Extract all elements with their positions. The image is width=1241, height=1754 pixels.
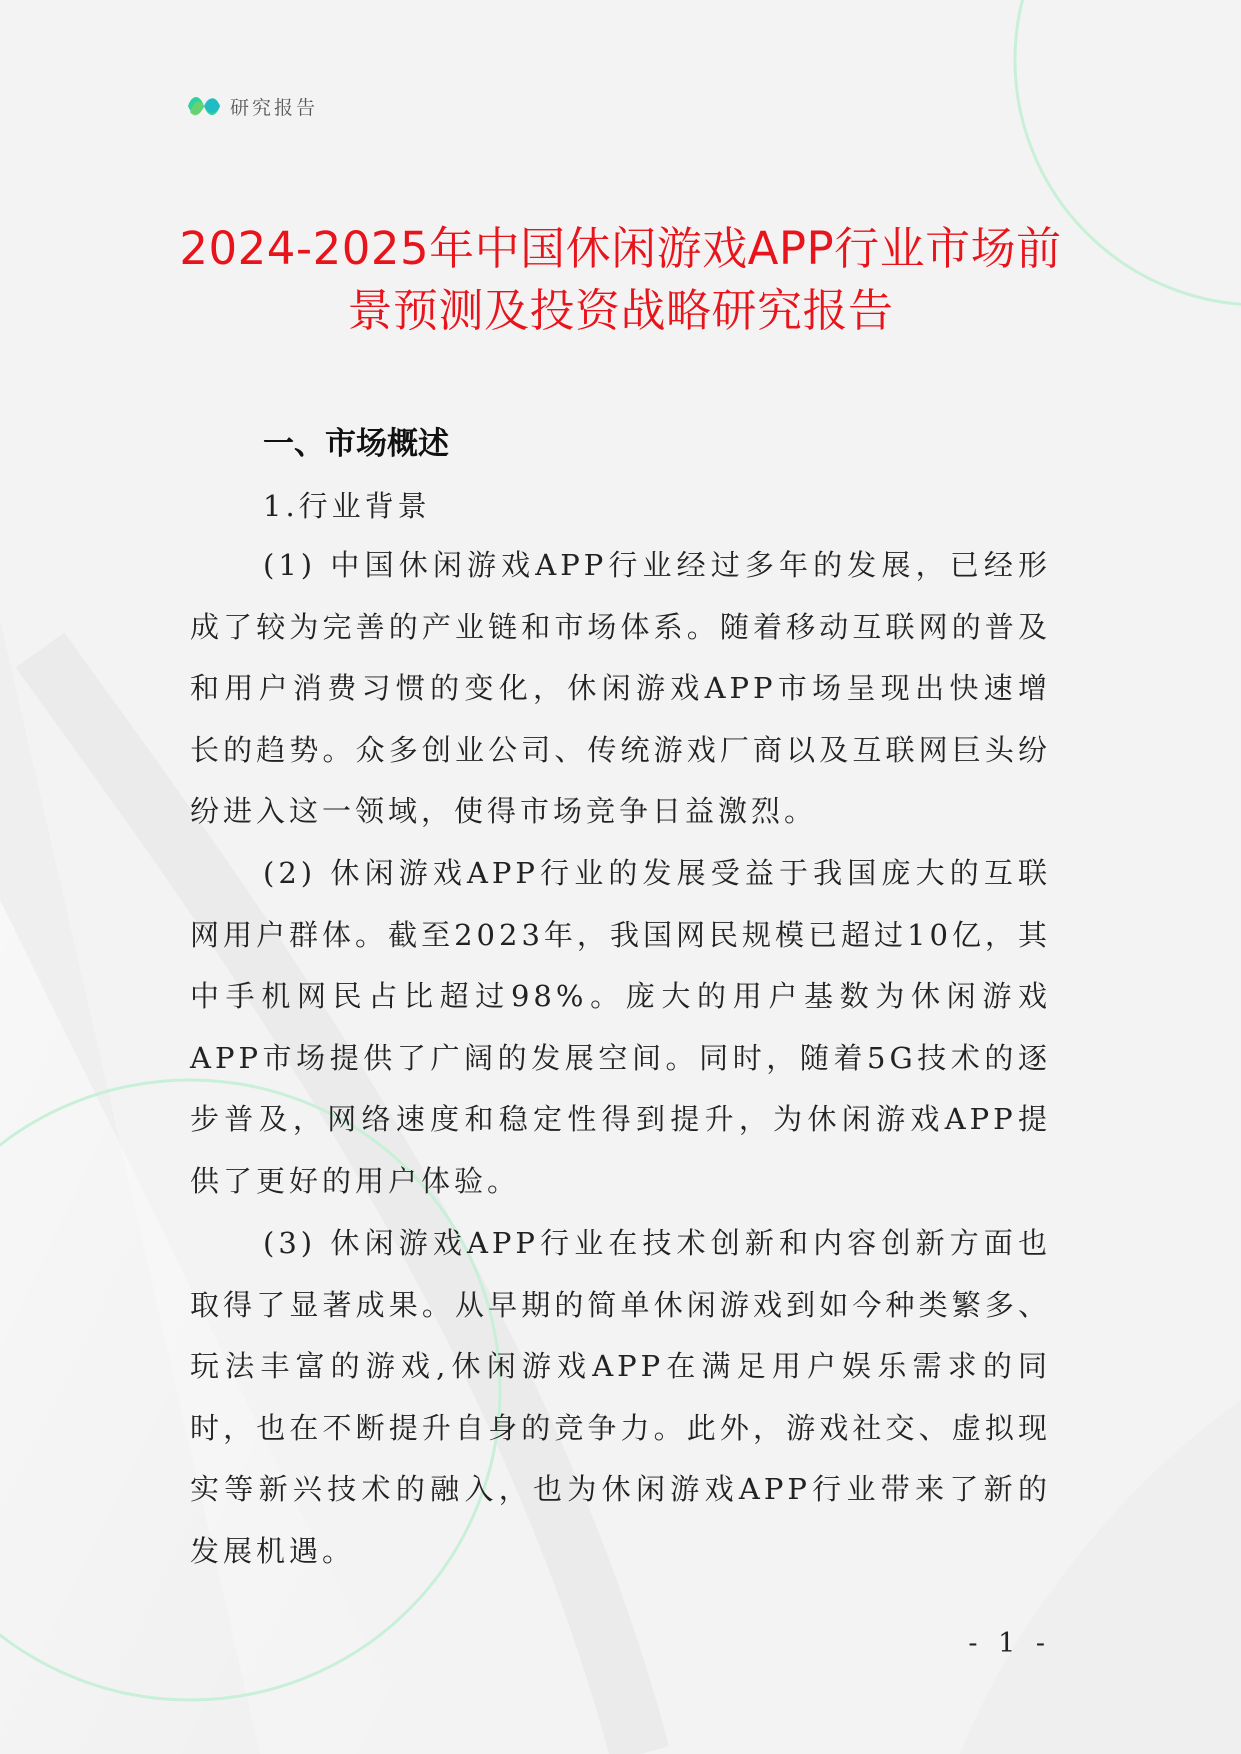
report-title-line-1: 2024-2025年中国休闲游戏APP行业市场前 — [179, 222, 1062, 275]
paragraph-3: (3) 休闲游戏APP行业在技术创新和内容创新方面也取得了显著成果。从早期的简单休闲游戏到如今种类繁多、玩法丰富的游戏,休闲游戏APP在满足用户娱乐需求的同时，也在不断提升自身的竞争力。此外，游戏社交、虚拟现实等新兴技术的融入，也为休闲游戏APP行业带来了新的发展机遇。 — [190, 1226, 1051, 1568]
page-number: - 1 - — [968, 1628, 1051, 1659]
subsection-heading: 1.行业背景 — [263, 489, 431, 523]
report-header — [186, 90, 318, 122]
paragraph-2: (2) 休闲游戏APP行业的发展受益于我国庞大的互联网用户群体。截至2023年，我国网民规模已超过10亿，其中手机网民占比超过98%。庞大的用户基数为休闲游戏APP市场提供了广阔的发展空间。同时，随着5G技术的逐步普及，网络速度和稳定性得到提升，为休闲游戏APP提供了更好的用户体验。 — [190, 856, 1051, 1198]
brand-label: 研究报告 — [230, 96, 319, 119]
report-title-line-2: 景预测及投资战略研究报告 — [347, 284, 894, 337]
report-title — [150, 218, 1091, 342]
paragraph-1: (1) 中国休闲游戏APP行业经过多年的发展，已经形成了较为完善的产业链和市场体系。随着移动互联网的普及和用户消费习惯的变化，休闲游戏APP市场呈现出快速增长的趋势。众多创业公司、传统游戏厂商以及互联网巨头纷纷进入这一领域，使得市场竞争日益激烈。 — [190, 548, 1051, 828]
section-heading: 一、市场概述 — [263, 426, 449, 462]
brand-logo-icon — [186, 90, 222, 122]
